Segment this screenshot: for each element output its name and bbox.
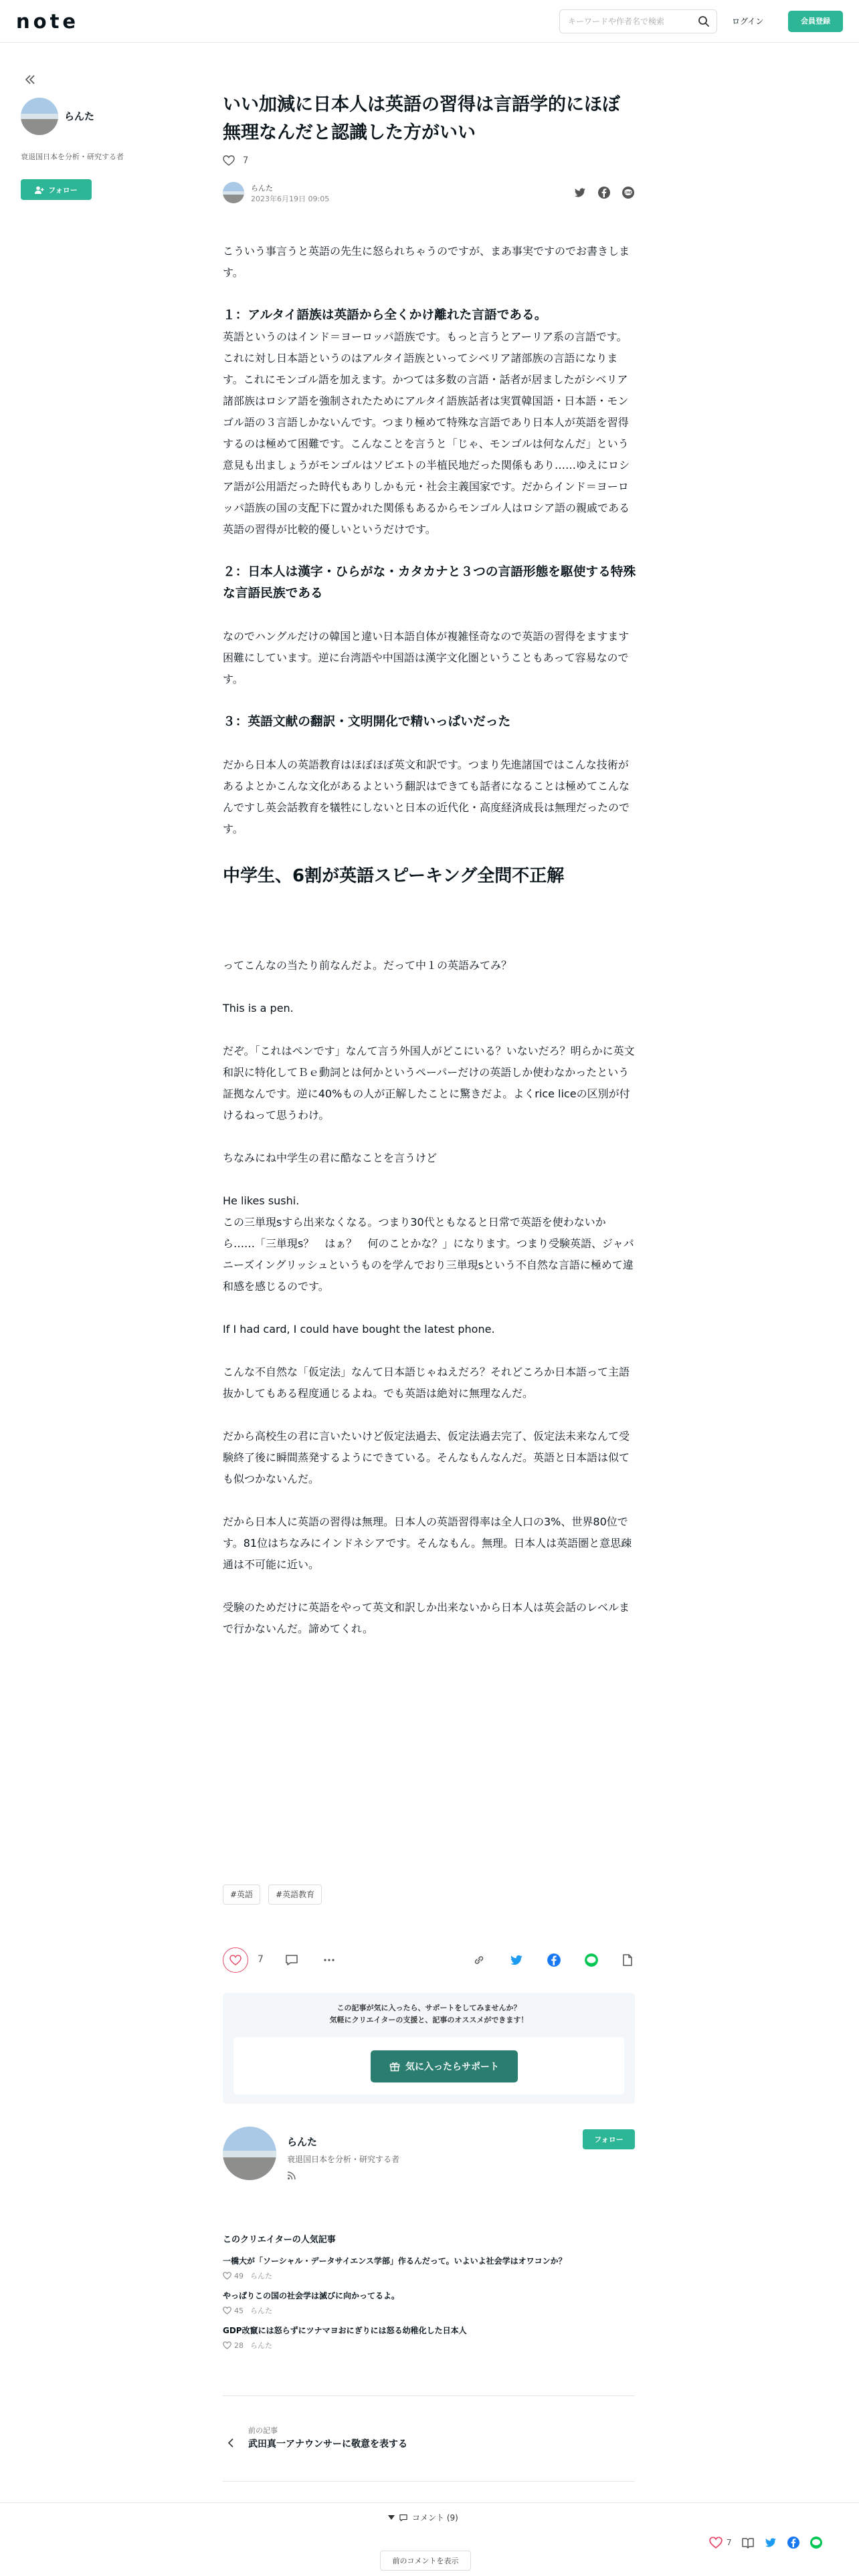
body-paragraph: ちなみにね中学生の君に酷なことを言うけど — [223, 1152, 438, 1164]
support-inner — [233, 2037, 624, 2095]
comment-icon[interactable] — [284, 1953, 299, 1967]
article-author-row — [223, 181, 635, 205]
body-paragraph: This is a pen. — [223, 1002, 294, 1014]
login-link[interactable]: ログイン — [732, 17, 764, 26]
caret-down-icon — [388, 2515, 395, 2520]
popular-item-meta — [223, 2340, 635, 2351]
chevron-left-icon — [227, 2438, 235, 2448]
paragraph-spacer — [223, 1340, 638, 1362]
search-icon[interactable] — [698, 15, 710, 27]
facebook-icon[interactable] — [547, 1953, 561, 1967]
search-box[interactable] — [559, 9, 717, 33]
hashtag[interactable]: #英語 — [223, 1885, 260, 1905]
paragraph-spacer — [223, 934, 638, 955]
popular-item-author: らんた — [250, 2272, 272, 2280]
more-icon[interactable] — [322, 1953, 337, 1967]
comment-divider — [0, 2502, 859, 2503]
support-text-1: この記事が気に入ったら、サポートをしてみませんか？ — [337, 2004, 521, 2012]
creator-card — [223, 2127, 635, 2200]
popular-item-title[interactable]: GDP改竄には怒らずにツナマヨおにぎりには怒る幼稚化した日本人 — [223, 2326, 467, 2335]
popular-item[interactable] — [223, 2324, 635, 2351]
heart-icon — [223, 2341, 231, 2349]
creator-bio: 衰退国日本を分析・研究する者 — [287, 2155, 400, 2164]
body-paragraph: こういう事言うと英語の先生に怒られちゃうのですが、まあ事実ですのでお書きします。 — [223, 245, 630, 279]
body-paragraph: He likes sushi. — [223, 1194, 300, 1207]
popular-heading: このクリエイターの人気記事 — [223, 2235, 336, 2245]
paragraph-spacer — [223, 891, 638, 912]
paragraph-spacer — [223, 840, 638, 861]
paragraph-spacer — [223, 284, 638, 305]
rss-icon[interactable] — [287, 2171, 296, 2180]
support-box — [223, 1993, 635, 2104]
article-body — [223, 241, 638, 1640]
paragraph-spacer — [223, 605, 638, 626]
line-icon[interactable] — [622, 186, 635, 199]
popular-item-author: らんた — [250, 2306, 272, 2315]
follow-button[interactable] — [21, 179, 92, 200]
heart-icon[interactable] — [709, 2537, 723, 2549]
body-paragraph: 英語というのはインド＝ヨーロッパ語族です。もっと言うとアーリア系の言語です。これに対し日本語というのはアルタイ語族といってシベリア諸部族の言語になります。これにモンゴル語を加えます。かつては多数の言語・話者が居ましたがシベリア諸部族はロシア語を強制されたためにアルタイ語族話者は実質韓国語・日本語・モンゴル語の３言語しかないんです。つまり極めて特殊な言語であり日本人が英語を習得するのは極めて困難です。こんなことを言うと「じゃ、モンゴルは何なんだ」という意見も出ましょうがモンゴルはソビエトの半植民地だった関係もあり……ゆえにロシア語が公用語だった時代もありしかも元・社会主義国家です。だからインド＝ヨーロッパ語族の国の支配下に置かれた関係もあるからモンゴル人はロシア語の親戚である英語の習得が比較的優しいというだけです。 — [223, 330, 630, 536]
heart-icon — [223, 2306, 231, 2315]
embed-icon[interactable] — [620, 1953, 635, 1967]
svg-text:LINE: LINE — [624, 191, 632, 195]
signup-button[interactable]: 会員登録 — [788, 11, 843, 32]
prev-article-label: 前の記事 — [248, 2426, 278, 2435]
paragraph-spacer — [223, 540, 638, 562]
prev-article-link[interactable] — [223, 2413, 635, 2472]
body-paragraph: だから日本人の英語教育はほぼほぼ英文和訳です。つまり先進諸国ではこんな技術があるよとかこんな文化があるよという翻訳はできても話者になることは極めてこんなんですし英会話教育を犠牲にしないと日本の近代化・高度経済成長は無理だったのです。 — [223, 758, 630, 835]
like-button[interactable] — [223, 1947, 248, 1973]
facebook-icon[interactable] — [597, 186, 611, 199]
like-count[interactable]: 7 — [727, 2538, 732, 2547]
line-icon[interactable] — [584, 1953, 599, 1967]
like-count[interactable]: 7 — [243, 155, 249, 166]
body-paragraph: If I had card, I could have bought the latest phone. — [223, 1323, 495, 1335]
popular-articles — [223, 2232, 635, 2359]
paragraph-spacer — [223, 1576, 638, 1597]
like-count[interactable]: 7 — [258, 1954, 264, 1965]
gift-icon — [389, 2061, 400, 2072]
line-icon[interactable] — [809, 2536, 823, 2549]
facebook-icon[interactable] — [787, 2536, 800, 2549]
global-header — [0, 0, 859, 43]
creator-bio: 衰退国日本を分析・研究する者 — [21, 152, 124, 161]
show-previous-comments-button[interactable]: 前のコメントを表示 — [380, 2551, 471, 2571]
creator-avatar[interactable] — [223, 2127, 276, 2180]
paragraph-spacer — [223, 976, 638, 998]
paragraph-spacer — [223, 1019, 638, 1041]
twitter-icon[interactable] — [509, 1953, 524, 1967]
body-paragraph: 受験のためだけに英語をやって英文和訳しか出来ないから日本人は英会話のレベルまで行かないんだ。諦めてくれ。 — [223, 1601, 630, 1635]
divider — [223, 2395, 635, 2396]
heart-icon — [223, 2272, 231, 2280]
paragraph-spacer — [223, 1490, 638, 1511]
popular-item-likes: 49 — [234, 2271, 244, 2280]
link-icon[interactable] — [472, 1953, 486, 1967]
popular-item-title[interactable]: やっぱりこの国の社会学は滅びに向かってるよ。 — [223, 2291, 400, 2300]
support-button-label: 気に入ったらサポート — [405, 2061, 499, 2072]
popular-item-title[interactable]: 一橋大が「ソーシャル・データサイエンス学部」作るんだって。いよいよ社会学はオワコンか？ — [223, 2256, 567, 2266]
support-text-2: 気軽にクリエイターの支援と、記事のオススメができます！ — [329, 2016, 529, 2024]
chevrons-left-icon[interactable] — [23, 72, 37, 87]
section-heading: ３：英語文献の翻訳・文明開化で精いっぱいだった — [223, 715, 511, 729]
comment-icon — [399, 2513, 408, 2523]
paragraph-spacer — [223, 912, 638, 934]
popular-item-meta — [223, 2305, 635, 2316]
popular-item-likes: 45 — [234, 2306, 244, 2315]
article-likes — [223, 155, 248, 166]
publish-date: 2023年6月19日 09:05 — [251, 195, 330, 203]
support-button[interactable] — [371, 2050, 518, 2082]
popular-item[interactable] — [223, 2289, 635, 2316]
popular-item[interactable] — [223, 2254, 635, 2281]
share-buttons — [573, 186, 635, 199]
section-heading: 中学生、6割が英語スピーキング全問不正解 — [223, 866, 565, 886]
popular-item-meta — [223, 2270, 635, 2281]
paragraph-spacer — [223, 690, 638, 712]
author-name[interactable]: らんた — [251, 184, 273, 193]
author-avatar[interactable] — [223, 182, 244, 203]
note-logo[interactable] — [16, 11, 79, 31]
hashtag[interactable]: #英語教育 — [268, 1885, 322, 1905]
twitter-icon[interactable] — [764, 2536, 777, 2549]
paragraph-spacer — [223, 1169, 638, 1190]
paragraph-spacer — [223, 733, 638, 754]
user-plus-icon — [35, 186, 44, 194]
section-heading: １：アルタイ語族は英語から全くかけ離れた言語である。 — [223, 308, 547, 322]
body-paragraph: ってこんなの当たり前なんだよ。だって中１の英語みてみ？ — [223, 959, 512, 972]
prev-article-title[interactable]: 武田真一アナウンサーに敬意を表する — [248, 2439, 407, 2450]
paragraph-spacer — [223, 1297, 638, 1319]
section-heading: ２：日本人は漢字・ひらがな・カタカナと３つの言語形態を駆使する特殊な言語民族である — [223, 565, 636, 601]
body-paragraph: だぞ。「これはペンです」なんて言う外国人がどこにいる？いないだろ？明らかに英文和訳に特化してＢｅ動詞とは何かというペーパーだけの英語しか使わなかったという証拠なんです。逆に40%もの人が正解したことに驚きだよ。よくrice liceの区別が付けるねって思うわけ。 — [223, 1045, 635, 1121]
popular-item-author: らんた — [250, 2341, 272, 2350]
popular-item-likes: 28 — [234, 2341, 244, 2350]
follow-label: フォロー — [48, 186, 78, 195]
creator-avatar[interactable] — [21, 98, 58, 135]
article-title: いい加減に日本人は英語の習得は言語学的にほぼ無理なんだと認識した方がいい — [223, 94, 620, 143]
body-paragraph: こんな不自然な「仮定法」なんて日本語じゃねえだろ？それどころか日本語って主語抜かしてもある程度通じるよね。でも英語は絶対に無理なんだ。 — [223, 1366, 630, 1400]
paragraph-spacer — [223, 1126, 638, 1148]
body-paragraph: なのでハングルだけの韓国と違い日本語自体が複雑怪奇なので英語の習得をますます困難にしています。逆に台湾語や中国語は漢字文化圏ということもあって容易なのです。 — [223, 630, 630, 685]
creator-name[interactable]: らんた — [64, 110, 95, 122]
body-paragraph: だから日本人に英語の習得は無理。日本人の英語習得率は全人口の3%、世界80位です。81位はちなみにインドネシアです。そんなもん。無理。日本人は英語圏と意思疎通は不可能に近い。 — [223, 1515, 632, 1571]
heart-icon — [229, 1955, 242, 1965]
twitter-icon[interactable] — [573, 186, 587, 199]
comment-count: コメント (9) — [412, 2513, 458, 2523]
paragraph-spacer — [223, 1404, 638, 1426]
floating-action-bar — [709, 2536, 823, 2549]
search-input[interactable] — [560, 11, 687, 32]
body-paragraph: だから高校生の君に言いたいけど仮定法過去、仮定法過去完了、仮定法未来なんて受験終了後に瞬間蒸発するようにできている。そんなもんなんだ。英語と日本語は似ても似つかないんだ。 — [223, 1430, 630, 1485]
hashtag-list — [223, 1885, 322, 1905]
body-paragraph: この三単現sすら出来なくなる。つまり30代ともなると日常で英語を使わないから……「三単現s？ はぁ？ 何のことかな？」になります。つまり受験英語、ジャパニーズイングリッシュというものを学んでおり三単現sという不自然な言語に極めて違和感を感じるのです。 — [223, 1216, 634, 1293]
follow-button[interactable]: フォロー — [583, 2129, 635, 2149]
magazine-icon[interactable] — [741, 2537, 755, 2549]
divider — [223, 2481, 635, 2482]
heart-icon[interactable] — [223, 155, 235, 166]
article-action-bar — [223, 1946, 635, 1973]
comment-toggle[interactable] — [388, 2512, 458, 2523]
creator-name[interactable]: らんた — [287, 2136, 318, 2148]
logo-text: note — [16, 10, 80, 33]
